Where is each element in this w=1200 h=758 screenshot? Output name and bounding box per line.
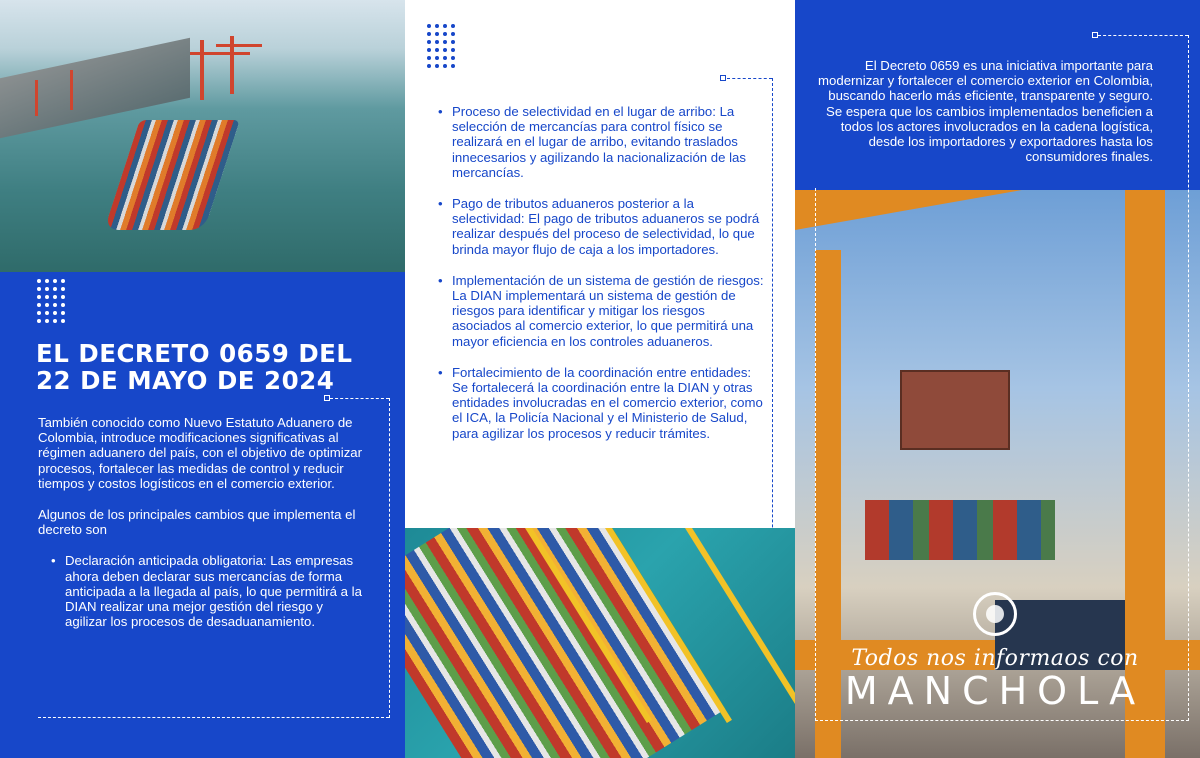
dashed-frame-top [330, 398, 389, 399]
list-item: • Fortalecimiento de la coordinación entre entidades: Se fortalecerá la coordinación entre la DIAN y otras entidades involucradas en el comercio exterior, como el ICA, la Policía Nacional y el Ministerio de Salud, para agilizar los procesos y reducir trámites. [437, 365, 767, 441]
brand-name: MANCHOLA [844, 669, 1146, 713]
list-item: • Pago de tributos aduaneros posterior a la selectividad: El pago de tributos aduaneros se podrá realizar después del proceso de selectividad, lo que brinda mayor flujo de caja a los importadores. [437, 196, 767, 257]
frame-corner-marker [1092, 32, 1098, 38]
brand-tagline: Todos nos informaos con [851, 646, 1139, 671]
intro-text-block [38, 415, 368, 629]
lead-paragraph: Algunos de los principales cambios que implementa el decreto son [38, 507, 356, 538]
dashed-frame-left [815, 188, 816, 721]
container-ship-aerial-photo [405, 528, 795, 758]
list-item: • Implementación de un sistema de gestión de riesgos: La DIAN implementará un sistema de gestión de riesgos para identificar y mitigar los riesgos asociados al comercio exterior, lo que permitirá una mayor eficiencia en los controles aduaneros. [437, 273, 767, 349]
dashed-frame-bottom [815, 720, 1189, 721]
closing-paragraph: El Decreto 0659 es una iniciativa importante para modernizar y fortalecer el comercio exterior en Colombia, buscando hacerlo más eficiente, transparente y seguro. Se espera que los cambios implementados beneficien a todos los actores involucrados en la cadena logística, desde los importadores y exportadores hasta los consumidores finales. [818, 58, 1153, 165]
globe-emblem-icon [973, 592, 1017, 636]
list-item: • Declaración anticipada obligatoria: Las empresas ahora deben declarar sus mercancías de forma anticipada a la llegada al país, lo que permitirá a la DIAN realizar una mejor gestión del riesgo y agilizar los procesos de desaduanamiento. [38, 553, 368, 629]
dashed-frame-right [1188, 35, 1189, 721]
document-title: EL DECRETO 0659 DEL 22 DE MAYO DE 2024 [36, 339, 353, 395]
intro-paragraph: También conocido como Nuevo Estatuto Aduanero de Colombia, introduce modificaciones significativas al régimen aduanero del país, con el objetivo de optimizar procesos, fortalecer las medidas de control y reducir tiempos y costos logísticos en el comercio exterior. [38, 415, 363, 491]
dashed-frame-bottom [38, 717, 389, 718]
panel-right [795, 0, 1200, 758]
container-port-aerial-photo [0, 0, 405, 272]
dashed-frame-top [1098, 35, 1188, 36]
panel-left [0, 0, 405, 758]
panel-middle [405, 0, 795, 758]
dot-grid-icon [37, 279, 65, 323]
frame-corner-marker [720, 75, 726, 81]
changes-list [38, 553, 368, 629]
dashed-frame-right [389, 398, 390, 718]
list-item: • Proceso de selectividad en el lugar de arribo: La selección de mercancías para control físico se realizará en el lugar de arribo, evitando traslados innecesarios y agilizando la nacionalización de las mercancías. [437, 104, 767, 180]
changes-list-continued [437, 104, 767, 457]
brand-logo [835, 592, 1155, 713]
frame-corner-marker [324, 395, 330, 401]
dot-grid-icon [427, 24, 455, 68]
dashed-frame-top [727, 78, 772, 79]
